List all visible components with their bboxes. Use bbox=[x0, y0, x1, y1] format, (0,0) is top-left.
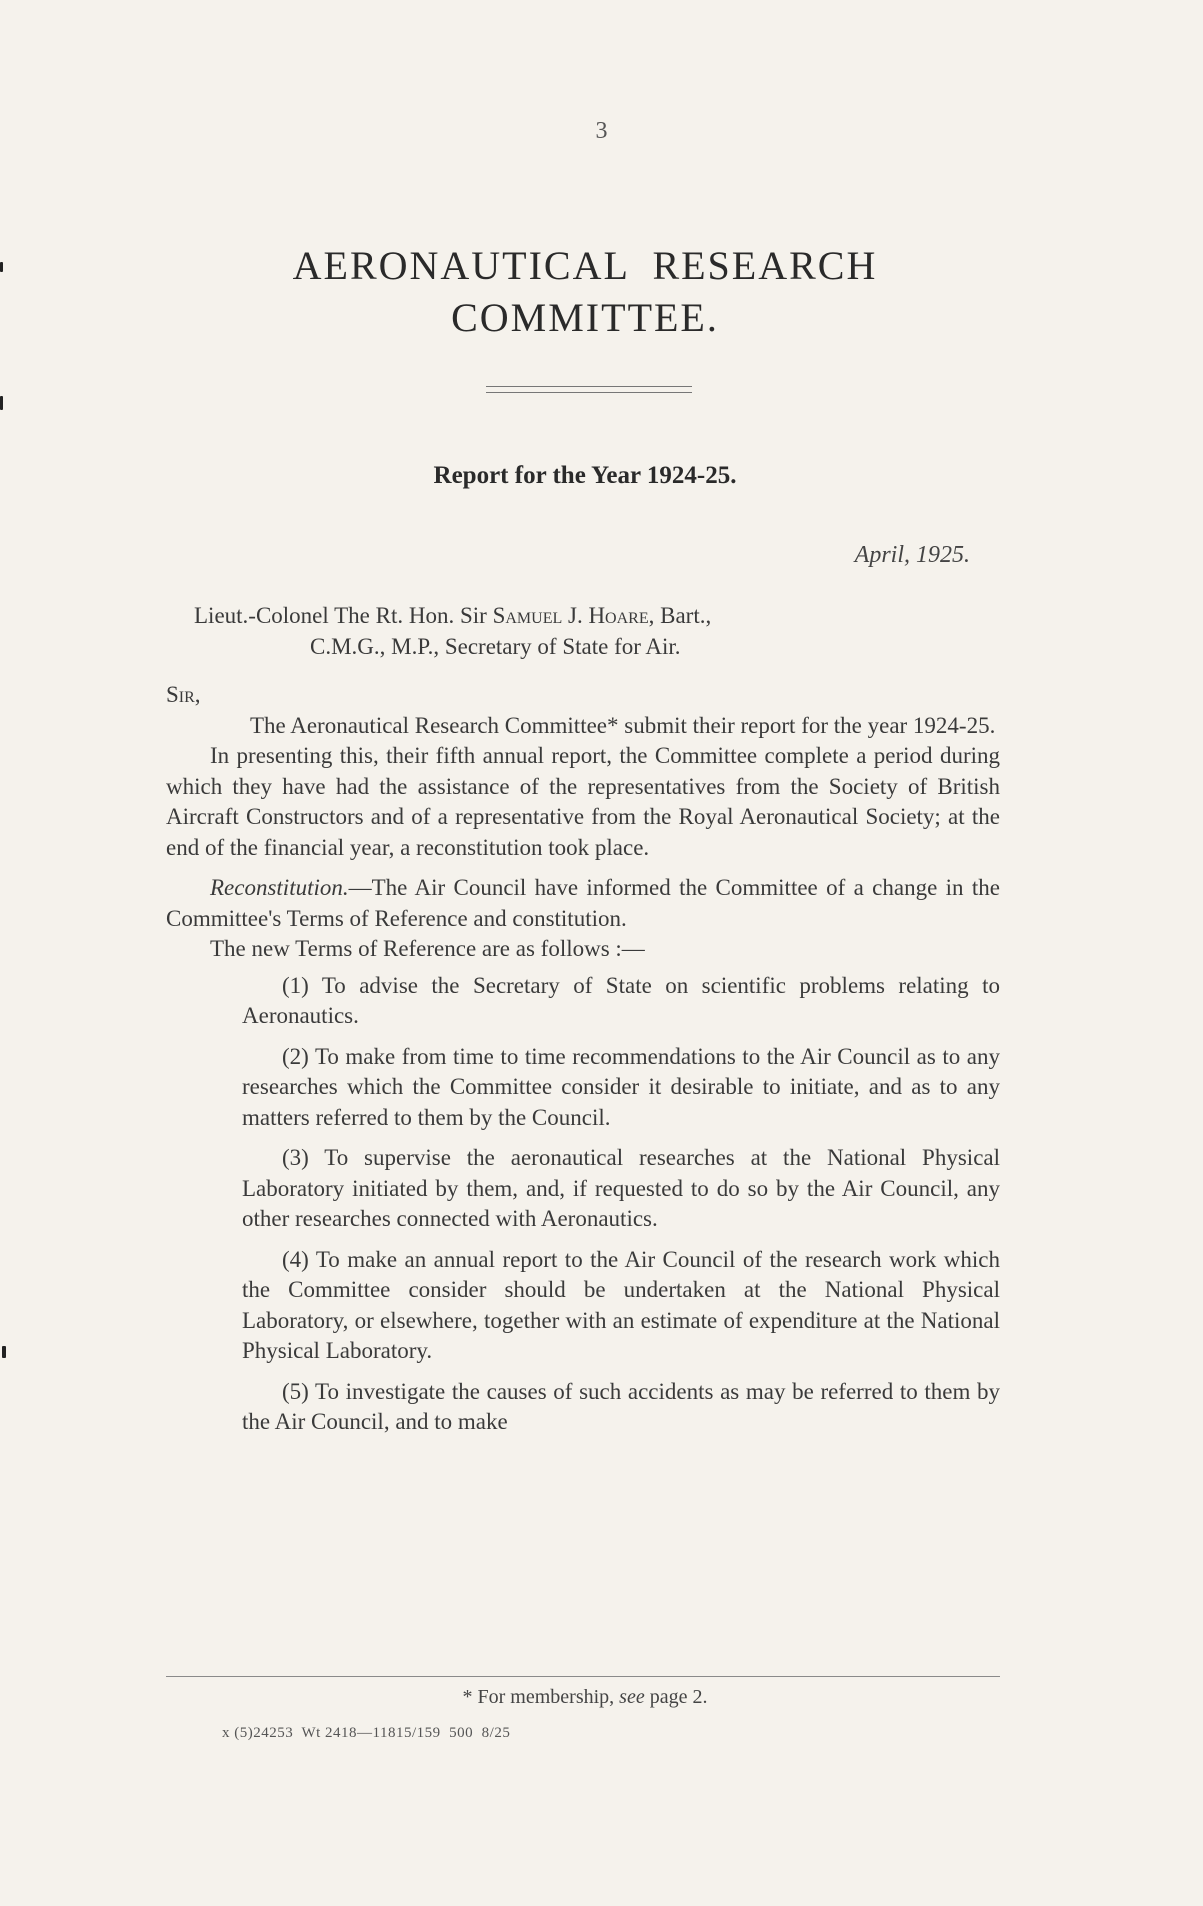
paragraph-3 bbox=[166, 873, 1000, 934]
printer-code: x (5)24253 Wt 2418—11815/159 500 8/25 bbox=[222, 1725, 511, 1741]
addressee-line-2: C.M.G., M.P., Secretary of State for Air. bbox=[310, 634, 681, 659]
reconstitution-heading: Reconstitution. bbox=[210, 875, 349, 900]
page-number: 3 bbox=[595, 118, 608, 144]
scan-edge-mark bbox=[0, 396, 3, 410]
report-body bbox=[166, 680, 1000, 1438]
title-divider bbox=[486, 386, 692, 393]
terms-item-2: (2) To make from time to time recommendations to the Air Council as to any researches which the Committee consider it desirable to initiate, and as to any matters referred to them by the Council. bbox=[242, 1043, 1000, 1130]
document-title bbox=[0, 240, 1170, 344]
paragraph-2: In presenting this, their fifth annual report, the Committee complete a period during which they have had the assistance of the representatives from the Society of British Aircraft Constructors and of a representative from the Royal Aeronautical Society; at the end of the financial year, a reconstitution took place. bbox=[166, 743, 1000, 860]
terms-item-5: (5) To investigate the causes of such accidents as may be referred to them by the Air Council, and to make bbox=[242, 1378, 1000, 1434]
paragraph-4: The new Terms of Reference are as follows :— bbox=[210, 936, 645, 961]
title-line-1: AERONAUTICAL RESEARCH bbox=[292, 243, 878, 288]
addressee-block bbox=[194, 600, 994, 662]
addressee-name: Samuel J. Hoare bbox=[492, 603, 649, 628]
paragraph-3-text: —The Air Council have informed the Committee of a change in the Committee's Terms of Reference and constitution. bbox=[166, 875, 1000, 931]
scan-edge-mark bbox=[2, 1346, 6, 1358]
footnote-suffix: page 2. bbox=[644, 1686, 708, 1708]
title-line-2: COMMITTEE. bbox=[451, 295, 719, 340]
terms-item-4: (4) To make an annual report to the Air Council of the research work which the Committee consider should be undertaken at the National Physical Laboratory, or elsewhere, together with an estimate of expenditure at the National Physical Laboratory. bbox=[242, 1246, 1000, 1363]
report-date: April, 1925. bbox=[854, 542, 970, 568]
terms-item-1: (1) To advise the Secretary of State on scientific problems relating to Aeronautics. bbox=[242, 972, 1000, 1028]
footnote-see: see bbox=[619, 1686, 645, 1708]
report-subtitle: Report for the Year 1924-25. bbox=[433, 462, 737, 489]
footnote-divider bbox=[166, 1676, 1000, 1677]
footnote bbox=[0, 1686, 1170, 1709]
addressee-honours: , Bart., bbox=[648, 603, 712, 628]
addressee-line-1 bbox=[194, 600, 994, 631]
paragraph-1: The Aeronautical Research Committee* submit their report for the year 1924-25. bbox=[250, 712, 996, 738]
terms-item-3: (3) To supervise the aeronautical researches at the National Physical Laboratory initiated by them, and, if requested to do so by the Air Council, any other researches connected with Aeronautics. bbox=[242, 1145, 1000, 1231]
salutation: Sir, bbox=[166, 682, 201, 707]
footnote-prefix: * For membership, bbox=[462, 1686, 620, 1708]
addressee-title: Lieut.-Colonel The Rt. Hon. Sir bbox=[194, 603, 493, 628]
